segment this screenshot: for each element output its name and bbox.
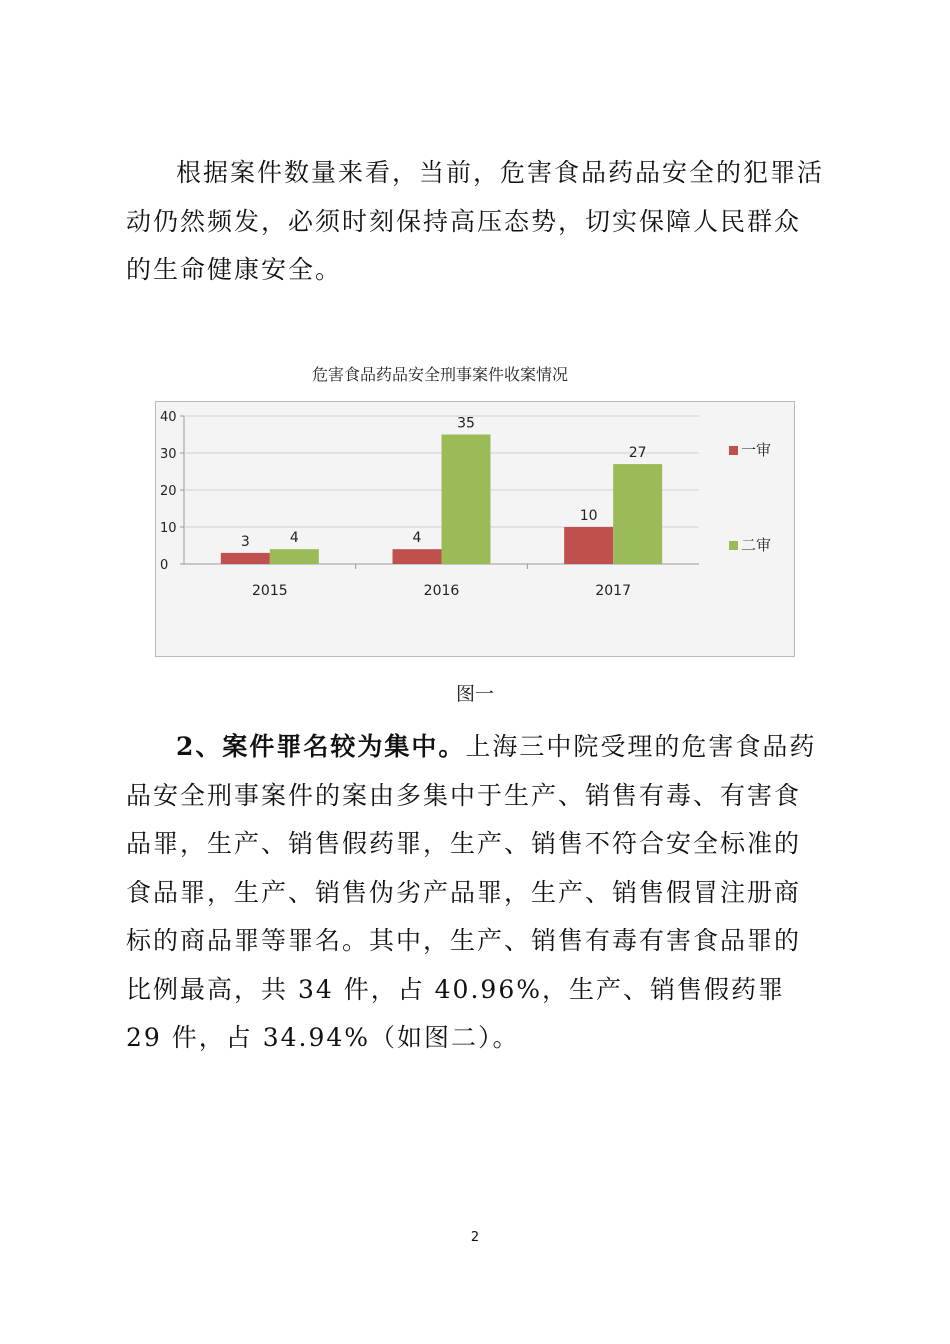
chart-title: 危害食品药品安全刑事案件收案情况	[311, 365, 568, 384]
paragraph-1	[126, 149, 826, 295]
page-number: 2	[470, 1230, 480, 1245]
bar-二审-2016	[442, 435, 491, 565]
paragraph-2-body: 上海三中院受理的危害食品药品安全刑事案件的案由多集中于生产、销售有毒、有害食品罪，生产、销售假药罪，生产、销售不符合安全标准的食品罪，生产、销售伪劣产品罪，生产、销售假冒注册商标的商品罪等罪名。其中，生产、销售有毒有害食品罪的比例最高，共 34 件，占 40.96%，生产、销售假药罪 29 件，占 34.94%（如图二）。	[126, 732, 817, 1052]
x-tick-label: 2016	[423, 583, 460, 599]
data-label: 4	[289, 530, 299, 547]
y-tick-label: 10	[160, 521, 177, 536]
y-tick-label: 30	[160, 447, 177, 462]
data-label: 3	[240, 533, 250, 550]
bar-二审-2015	[270, 549, 319, 564]
data-label: 35	[457, 415, 475, 432]
data-label: 10	[579, 508, 598, 524]
legend-label-1: 一审	[741, 441, 772, 459]
bar-一审-2016	[393, 549, 442, 564]
paragraph-2-heading: 2、案件罪名较为集中。	[176, 732, 466, 761]
bar-一审-2015	[221, 553, 270, 564]
x-tick-label: 2015	[252, 583, 288, 599]
y-tick-label: 0	[160, 558, 169, 573]
bar-一审-2017	[564, 527, 613, 564]
chart-canvas	[156, 402, 794, 656]
data-label: 4	[412, 530, 422, 547]
y-tick-label: 40	[160, 410, 177, 425]
bar-chart	[155, 401, 795, 657]
paragraph-1-text: 根据案件数量来看，当前，危害食品药品安全的犯罪活动仍然频发，必须时刻保持高压态势，切实保障人民群众的生命健康安全。	[126, 158, 825, 284]
data-label: 27	[628, 445, 647, 462]
legend-swatch-1	[729, 446, 738, 455]
x-tick-label: 2017	[595, 583, 631, 599]
paragraph-2	[126, 723, 826, 1063]
bar-二审-2017	[613, 464, 662, 564]
figure-caption: 图一	[455, 683, 494, 705]
legend-label-2: 二审	[741, 536, 772, 554]
legend-swatch-2	[729, 541, 738, 550]
y-tick-label: 20	[160, 484, 177, 499]
